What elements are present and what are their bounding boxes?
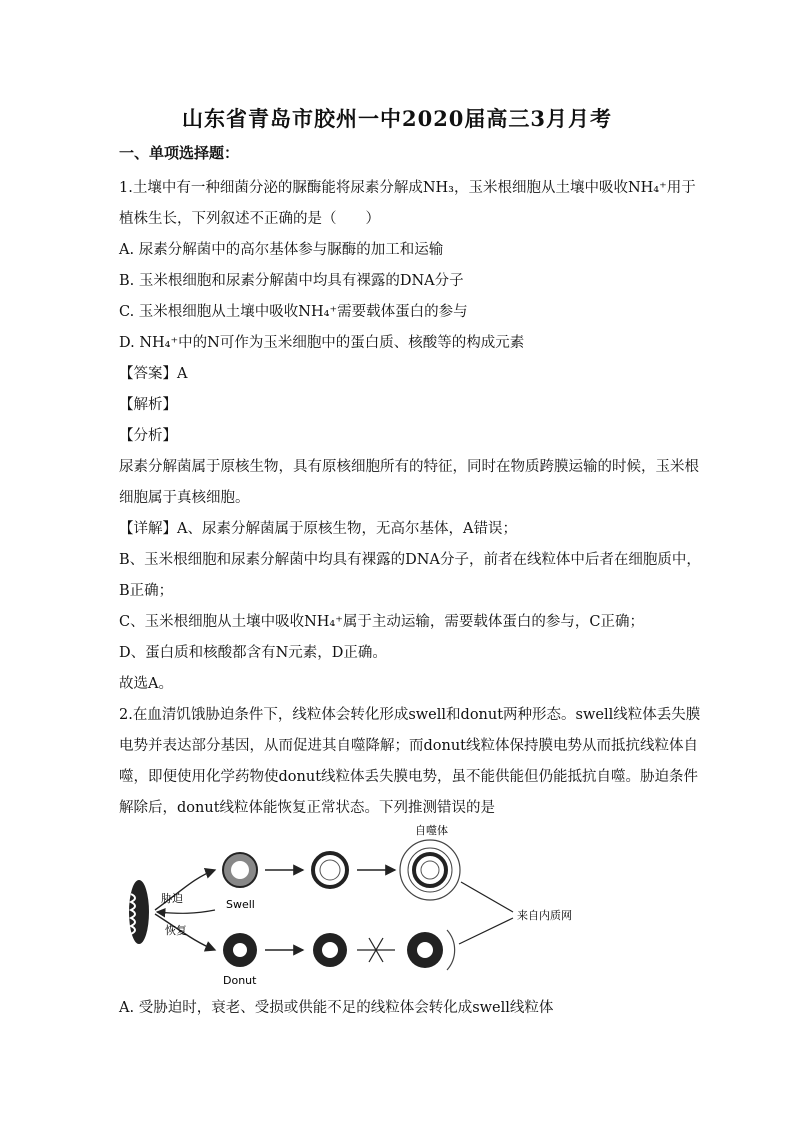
er-line-top [461,882,513,912]
label-swell: Swell [226,898,255,911]
q2-stem-line-4: 解除后，donut线粒体能恢复正常状态。下列推测错误的是 [119,800,496,816]
q1-detail-line-5: D、蛋白质和核酸都含有N元素，D正确。 [119,645,387,661]
er-line-bottom [459,918,513,944]
q1-option-c: C. 玉米根细胞从土壤中吸收NH₄⁺需要载体蛋白的参与 [119,304,468,320]
label-donut: Donut [223,974,257,987]
blocked-arrow-icon [357,938,395,962]
q2-stem-line-1: 2.在血清饥饿胁迫条件下，线粒体会转化形成swell和donut两种形态。swell线粒体丢失膜 [119,707,701,723]
label-recover: 恢复 [165,924,187,937]
q2-stem-line-2: 电势并表达部分基因，从而促进其自噬降解；而donut线粒体保持膜电势从而抵抗线粒体自 [119,738,699,754]
mitochondria-diagram [125,822,595,992]
label-autophagosome: 自噬体 [415,824,448,837]
q1-detail-line-1: 【详解】A、尿素分解菌属于原核生物，无高尔基体，A错误； [119,521,517,537]
q1-fenxi-line-2: 细胞属于真核细胞。 [119,490,250,506]
q1-detail-line-3: B正确； [119,583,174,599]
q1-conclusion: 故选A。 [119,676,173,692]
donut-mitochondrion-3 [407,930,455,970]
swell-mitochondrion-1 [223,853,257,887]
q1-stem-line-1: 1.土壤中有一种细菌分泌的脲酶能将尿素分解成NH₃，玉米根细胞从土壤中吸收NH₄⁺用于 [119,180,696,196]
swell-mitochondrion-2 [313,853,347,887]
q2-stem-line-3: 噬，即便使用化学药物使donut线粒体丢失膜电势，虽不能供能但仍能抵抗自噬。胁迫条件 [119,769,699,785]
label-stress: 胁迫 [161,892,183,905]
q1-option-b: B. 玉米根细胞和尿素分解菌中均具有裸露的DNA分子 [119,273,464,289]
original-mitochondrion [129,880,149,944]
section-heading: 一、单项选择题： [119,144,240,162]
q1-stem-line-2: 植株生长，下列叙述不正确的是（ ） [119,211,380,227]
q1-detail-line-4: C、玉米根细胞从土壤中吸收NH₄⁺属于主动运输，需要载体蛋白的参与，C正确； [119,614,644,630]
autophagosome [400,840,460,900]
q1-fenxi-heading: 【分析】 [119,428,177,444]
q2-option-a: A. 受胁迫时，衰老、受损或供能不足的线粒体会转化成swell线粒体 [119,1000,554,1016]
recover-arrow [157,910,215,913]
page-title: 山东省青岛市胶州一中2020届高三3月月考 [181,106,613,131]
donut-mitochondrion-2 [313,933,347,967]
q1-option-d: D. NH₄⁺中的N可作为玉米细胞中的蛋白质、核酸等的构成元素 [119,335,525,351]
q1-analysis-heading: 【解析】 [119,397,177,413]
donut-mitochondrion-1 [223,933,257,967]
label-er: 来自内质网 [517,909,572,922]
q1-option-a: A. 尿素分解菌中的高尔基体参与脲酶的加工和运输 [119,242,444,258]
q1-answer: 【答案】A [119,366,188,382]
q1-fenxi-line-1: 尿素分解菌属于原核生物，具有原核细胞所有的特征，同时在物质跨膜运输的时候，玉米根 [119,459,699,475]
q1-detail-line-2: B、玉米根细胞和尿素分解菌中均具有裸露的DNA分子，前者在线粒体中后者在细胞质中， [119,552,701,568]
